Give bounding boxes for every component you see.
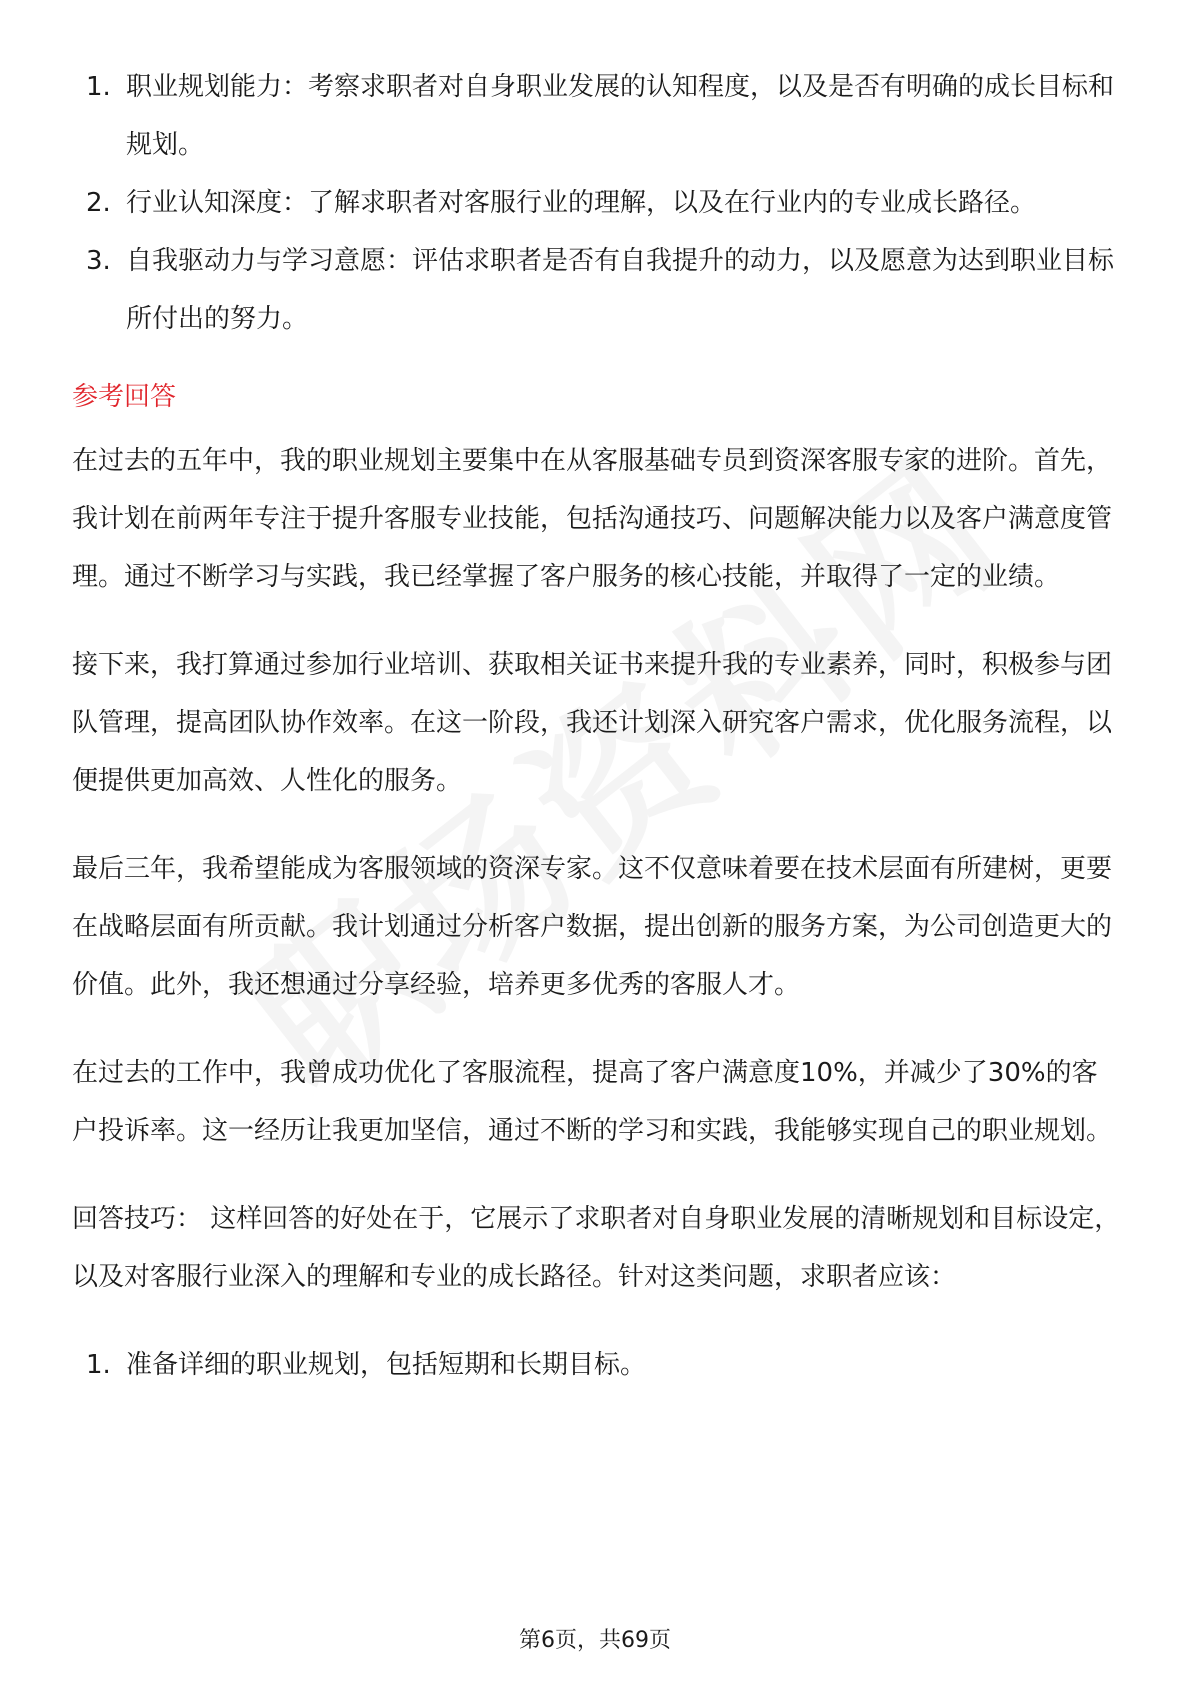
list-item xyxy=(72,1336,1122,1394)
list-item xyxy=(72,174,1122,232)
list-number: 1. xyxy=(86,1350,111,1380)
section-title: 参考回答 xyxy=(72,382,177,412)
criteria-list xyxy=(72,58,1122,348)
list-number: 3. xyxy=(86,246,111,276)
answer-paragraph: 在过去的五年中，我的职业规划主要集中在从客服基础专员到资深客服专家的进阶。首先，我计划在前两年专注于提升客服专业技能，包括沟通技巧、问题解决能力以及客户满意度管理。通过不断学习与实践，我已经掌握了客户服务的核心技能，并取得了一定的业绩。 xyxy=(72,446,1113,592)
answer-paragraph: 在过去的工作中，我曾成功优化了客服流程，提高了客户满意度10%，并减少了30%的客户投诉率。这一经历让我更加坚信，通过不断的学习和实践，我能够实现自己的职业规划。 xyxy=(72,1058,1113,1146)
answer-paragraph: 接下来，我打算通过参加行业培训、获取相关证书来提升我的专业素养，同时，积极参与团队管理，提高团队协作效率。在这一阶段，我还计划深入研究客户需求，优化服务流程，以便提供更加高效、人性化的服务。 xyxy=(72,650,1113,796)
list-item-text: 自我驱动力与学习意愿：评估求职者是否有自我提升的动力，以及愿意为达到职业目标所付出的努力。 xyxy=(126,246,1115,334)
tips-paragraph: 回答技巧： 这样回答的好处在于，它展示了求职者对自身职业发展的清晰规划和目标设定，以及对客服行业深入的理解和专业的成长路径。针对这类问题，求职者应该： xyxy=(72,1204,1121,1292)
tips-list xyxy=(72,1336,1122,1394)
list-item-text: 准备详细的职业规划，包括短期和长期目标。 xyxy=(126,1350,647,1380)
page-content xyxy=(72,58,1122,1394)
list-item-text: 行业认知深度：了解求职者对客服行业的理解，以及在行业内的专业成长路径。 xyxy=(126,188,1037,218)
list-number: 1. xyxy=(86,72,111,102)
page-footer: 第6页，共69页 xyxy=(519,1628,671,1653)
list-item xyxy=(72,232,1122,348)
list-item xyxy=(72,58,1122,174)
list-item-text: 职业规划能力：考察求职者对自身职业发展的认知程度，以及是否有明确的成长目标和规划。 xyxy=(126,72,1115,160)
answer-paragraph: 最后三年，我希望能成为客服领域的资深专家。这不仅意味着要在技术层面有所建树，更要在战略层面有所贡献。我计划通过分析客户数据，提出创新的服务方案，为公司创造更大的价值。此外，我还想通过分享经验，培养更多优秀的客服人才。 xyxy=(72,854,1113,1000)
list-number: 2. xyxy=(86,188,111,218)
